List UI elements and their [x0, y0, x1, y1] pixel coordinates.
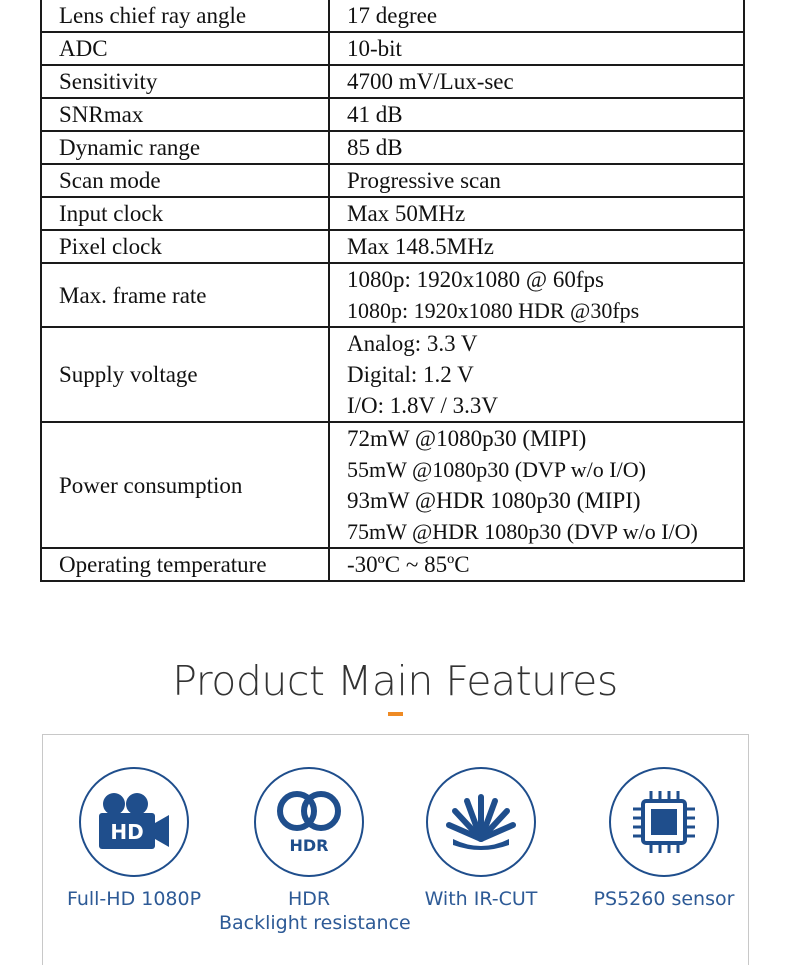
- title-accent-bar: [388, 712, 403, 716]
- spec-value: [329, 197, 744, 230]
- spec-row: [41, 548, 744, 581]
- svg-text:HDR: HDR: [289, 836, 329, 855]
- spec-row: [41, 98, 744, 131]
- feature-label: Full-HD 1080P: [66, 888, 202, 910]
- features-title: Product Main Features: [172, 657, 618, 705]
- feature-full-hd: [44, 767, 224, 911]
- spec-row: [41, 327, 744, 422]
- hdr-rings-icon: [254, 767, 364, 877]
- spec-label: Supply voltage: [41, 327, 329, 422]
- spec-label: SNRmax: [41, 98, 329, 131]
- spec-value: [329, 65, 744, 98]
- spec-label: Dynamic range: [41, 131, 329, 164]
- spec-row: [41, 263, 744, 327]
- spec-value-line: -30ºC ~ 85ºC: [347, 552, 470, 577]
- spec-value-line: Max 148.5MHz: [347, 234, 494, 259]
- spec-value: [329, 263, 744, 327]
- spec-value-line: I/O: 1.8V / 3.3V: [347, 393, 498, 418]
- spec-value: [329, 131, 744, 164]
- svg-text:HD: HD: [110, 820, 144, 844]
- spec-value: [329, 422, 744, 548]
- spec-value: [329, 164, 744, 197]
- spec-value: [329, 230, 744, 263]
- spec-value-line: 93mW @HDR 1080p30 (MIPI): [347, 488, 641, 513]
- spec-row: [41, 197, 744, 230]
- spec-label: Lens chief ray angle: [41, 0, 329, 32]
- spec-value: [329, 98, 744, 131]
- spec-value-line: 4700 mV/Lux-sec: [347, 69, 514, 94]
- spec-value: [329, 32, 744, 65]
- spec-value-line: 55mW @1080p30 (DVP w/o I/O): [347, 457, 646, 482]
- spec-row: [41, 422, 744, 548]
- feature-ir-cut: [391, 767, 571, 911]
- feature-sensor: [574, 767, 754, 911]
- spec-value-line: Max 50MHz: [347, 201, 466, 226]
- spec-value: [329, 327, 744, 422]
- spec-value-line: 85 dB: [347, 135, 403, 160]
- spec-value-line: 72mW @1080p30 (MIPI): [347, 426, 587, 451]
- spec-value-line: Analog: 3.3 V: [347, 331, 478, 356]
- spec-row: [41, 32, 744, 65]
- spec-label: Pixel clock: [41, 230, 329, 263]
- spec-value-line: 75mW @HDR 1080p30 (DVP w/o I/O): [347, 519, 698, 544]
- spec-table: [40, 0, 745, 582]
- spec-value: [329, 0, 744, 32]
- ir-cut-fan-icon: [426, 767, 536, 877]
- spec-label: Scan mode: [41, 164, 329, 197]
- spec-label: Operating temperature: [41, 548, 329, 581]
- features-panel: [42, 734, 749, 965]
- spec-value-line: 1080p: 1920x1080 HDR @30fps: [347, 298, 640, 323]
- spec-value-line: Progressive scan: [347, 168, 501, 193]
- spec-value-line: 41 dB: [347, 102, 403, 127]
- hd-camera-icon: [79, 767, 189, 877]
- spec-value-line: Digital: 1.2 V: [347, 362, 474, 387]
- spec-value-line: 1080p: 1920x1080 @ 60fps: [347, 267, 604, 292]
- spec-label: Power consumption: [41, 422, 329, 548]
- chip-sensor-icon: [609, 767, 719, 877]
- spec-label: ADC: [41, 32, 329, 65]
- spec-value: [329, 548, 744, 581]
- spec-row: [41, 230, 744, 263]
- spec-label: Input clock: [41, 197, 329, 230]
- spec-row: [41, 131, 744, 164]
- spec-value-line: 17 degree: [347, 3, 438, 28]
- spec-row: [41, 0, 744, 32]
- spec-row: [41, 65, 744, 98]
- feature-label: HDR Backlight resistance: [219, 888, 411, 934]
- spec-label: Sensitivity: [41, 65, 329, 98]
- feature-label: With IR-CUT: [424, 888, 538, 910]
- spec-row: [41, 164, 744, 197]
- feature-hdr: [219, 767, 411, 935]
- spec-value-line: 10-bit: [347, 36, 402, 61]
- feature-label: PS5260 sensor: [593, 888, 735, 910]
- spec-label: Max. frame rate: [41, 263, 329, 327]
